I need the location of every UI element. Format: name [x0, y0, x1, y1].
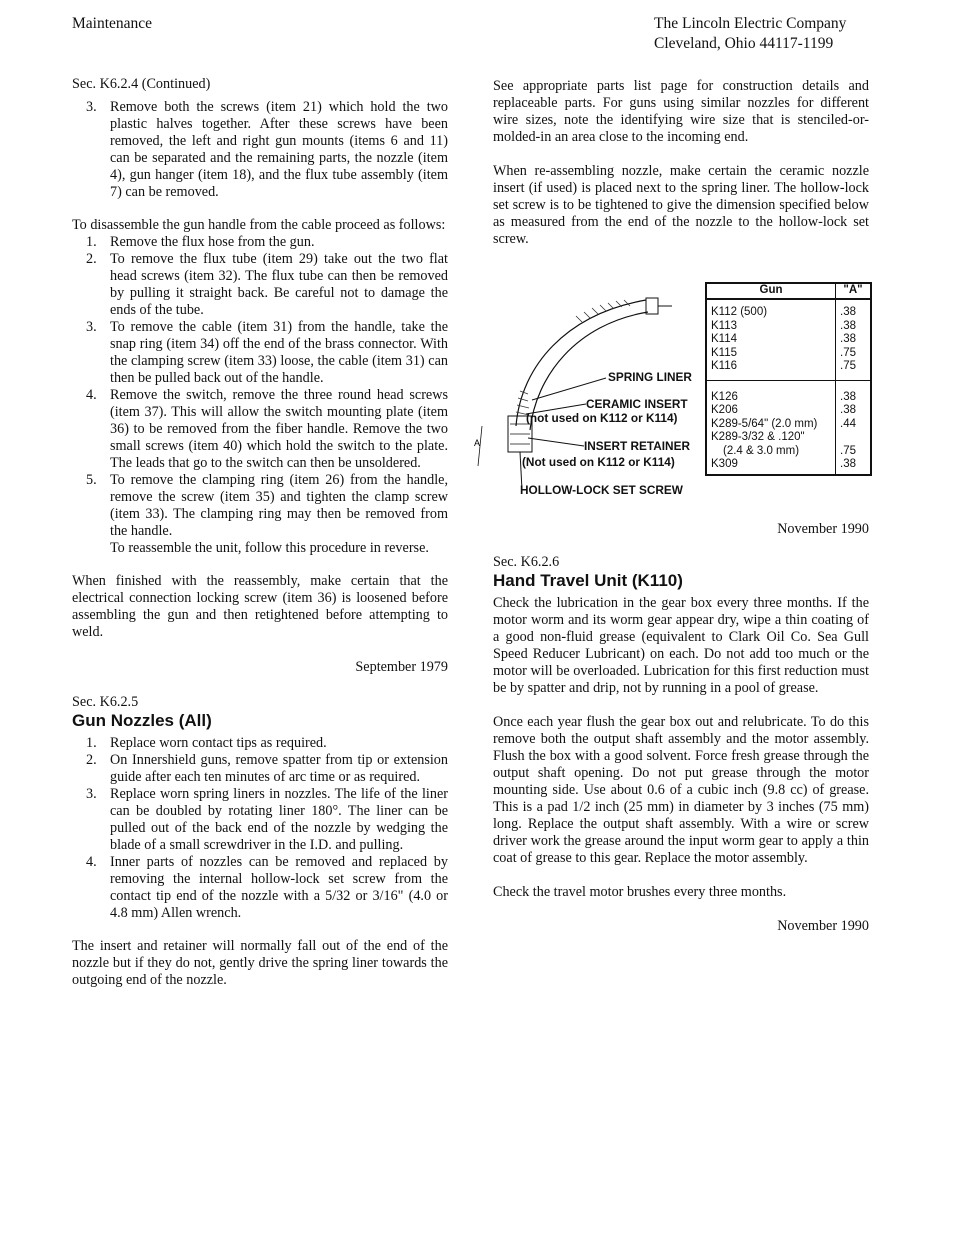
- list-item: 1. Remove the flux hose from the gun.: [86, 234, 315, 250]
- section-title: Gun Nozzles (All): [72, 711, 212, 730]
- date-stamp: November 1990: [777, 918, 869, 934]
- section-number: Sec. K6.2.6: [493, 554, 560, 570]
- flush-paragraph: Once each year flush the gear box out and relubricate. To do this remove both the output shaft assembly and the motor assembly. Flush the box with a good solvent. Force fresh grease through the output shaft opening. Do not put grease through the motor mounting side. Use about 0.6 of a cubic inch (9.8 cc) of grease. This is a pad 1/2 inch (25 mm) in diameter by 3 inches (75 mm) long. Replace the output shaft assembly. With a wire or screw driver work the grease around the input worm gear to apply a thin coat of grease to this gear. Replace the motor assembly.: [493, 714, 869, 866]
- nozzle-steps: [72, 735, 448, 922]
- right-column-top: [493, 78, 869, 248]
- header-company: [654, 14, 874, 54]
- section-title: Hand Travel Unit (K110): [493, 571, 683, 590]
- list-item: 3. Remove both the screws (item 21) which hold the two plastic halves together. After these screws have been removed, the left and right gun mounts (items 6 and 11) can be separated and the remaining parts, the nozzle (item 4), gun hanger (item 18), and the flux tube assembly (item 7) can be removed.: [86, 99, 448, 200]
- header-section-title: Maintenance: [72, 15, 153, 32]
- list-item: 2. On Innershield guns, remove spatter from tip or extension guide after each ten minutes of arc time or as required.: [86, 752, 448, 785]
- date-stamp: September 1979: [355, 659, 448, 675]
- table-header-row: [706, 283, 871, 299]
- label-ceramic-insert: CERAMIC INSERT: [586, 397, 688, 411]
- list-item: 5. To remove the clamping ring (item 26) from the handle, remove the screw (item 35) and tighten the clamp screw (item 33). The clamping ring may then be removed from the handle. To reassemble the unit, follow this procedure in reverse.: [86, 472, 448, 556]
- brushes-paragraph: Check the travel motor brushes every three months.: [493, 884, 787, 900]
- handle-list-continued: [72, 99, 448, 201]
- list-item: 1. Replace worn contact tips as required.: [86, 735, 327, 751]
- dimension-label: A: [474, 438, 481, 448]
- left-column: [72, 76, 448, 989]
- list-item: 3. To remove the cable (item 31) from the handle, take the snap ring (item 34) off the end of the brass connector. With the clamping screw (item 33) loose, the cable (item 31) can then be pulled back out of the handle.: [86, 319, 448, 386]
- label-ceramic-note: (not used on K112 or K114): [526, 411, 678, 425]
- list-item: 4. Inner parts of nozzles can be removed and replaced by removing the internal hollow-lock set screw from the contact tip end of the nozzle with a 5/32 or 3/16" (4.0 or 4.8 mm) Allen wrench.: [86, 854, 448, 921]
- company-name: The Lincoln Electric Company: [654, 15, 847, 32]
- column-header-a: "A": [836, 283, 872, 299]
- label-retainer-note: (Not used on K112 or K114): [522, 455, 675, 469]
- column-header-gun: Gun: [706, 283, 836, 299]
- reassemble-paragraph: When re-assembling nozzle, make certain the ceramic nozzle insert (if used) is placed next to the spring liner. The hollow-lock set screw is to be tightened to give the dimension specified below as measured from the end of the nozzle to the hollow-lock set screw.: [493, 163, 869, 247]
- lubrication-paragraph: Check the lubrication in the gear box every three months. If the motor worm and its worm gear appear dry, wipe a thin coating of a good non-fluid grease (equivalent to Clark Oil Co. Sea Gull Speed Reducer Lubricant) on each. Do not add too much or the motor will be overloaded. Lubrication for this first reduction must be by spatter and drip, not by running in a pool of grease.: [493, 595, 869, 696]
- section-number: Sec. K6.2.5: [72, 694, 139, 710]
- parts-paragraph: See appropriate parts list page for construction details and replaceable parts. For guns using similar nozzles for different wire sizes, note the identifying wire size that is stenciled-or-molded-in an area close to the incoming end.: [493, 78, 869, 145]
- table-row: K126 K206 K289-5/64" (2.0 mm) K289-3/32 & .120" (2.4 & 3.0 mm) K309 .38 .38 .44 .75 .38: [706, 380, 871, 475]
- disassemble-steps: [72, 234, 448, 557]
- nozzle-illustration: [466, 286, 702, 502]
- date-stamp: November 1990: [777, 521, 869, 537]
- label-insert-retainer: INSERT RETAINER: [584, 439, 690, 453]
- table-row: K112 (500) K113 K114 K115 K116 .38 .38 .38 .75 .75: [706, 299, 871, 380]
- list-item: 2. To remove the flux tube (item 29) take out the two flat head screws (item 32). The flux tube can then be removed by pulling it straight back. Be careful not to damage the ends of the tube.: [86, 251, 448, 318]
- disassemble-intro: To disassemble the gun handle from the cable proceed as follows:: [72, 217, 446, 233]
- label-hollow-lock: HOLLOW-LOCK SET SCREW: [520, 483, 683, 497]
- list-item: 3. Replace worn spring liners in nozzles. The life of the liner can be doubled by rotating liner 180°. The liner can be pulled out of the back end of the nozzle by wedging the blade of a small screwdriver in the I.D. and pulling.: [86, 786, 448, 853]
- nozzle-diagram: [466, 286, 702, 502]
- list-item: 4. Remove the switch, remove the three round head screws (item 37). This will allow the switch mounting plate (item 36) to be removed from the fiber handle. Remove the two small screws (item 40) which hold the switch to the plate. The leads that go to the switch can then be unsoldered.: [86, 387, 448, 471]
- right-column-bottom: [493, 554, 869, 935]
- company-address: Cleveland, Ohio 44117-1199: [654, 35, 834, 52]
- nozzle-dimension-table: [705, 282, 872, 476]
- gun-table: [705, 282, 872, 476]
- section-continued-label: Sec. K6.2.4 (Continued): [72, 76, 211, 92]
- reassembly-note: When finished with the reassembly, make certain that the electrical connection locking screw (item 36) is loosened before assembling the gun and then retightened before attempting to weld.: [72, 573, 448, 640]
- insert-note: The insert and retainer will normally fall out of the end of the nozzle but if they do not, gently drive the spring liner towards the outgoing end of the nozzle.: [72, 938, 448, 988]
- label-spring-liner: SPRING LINER: [608, 370, 692, 384]
